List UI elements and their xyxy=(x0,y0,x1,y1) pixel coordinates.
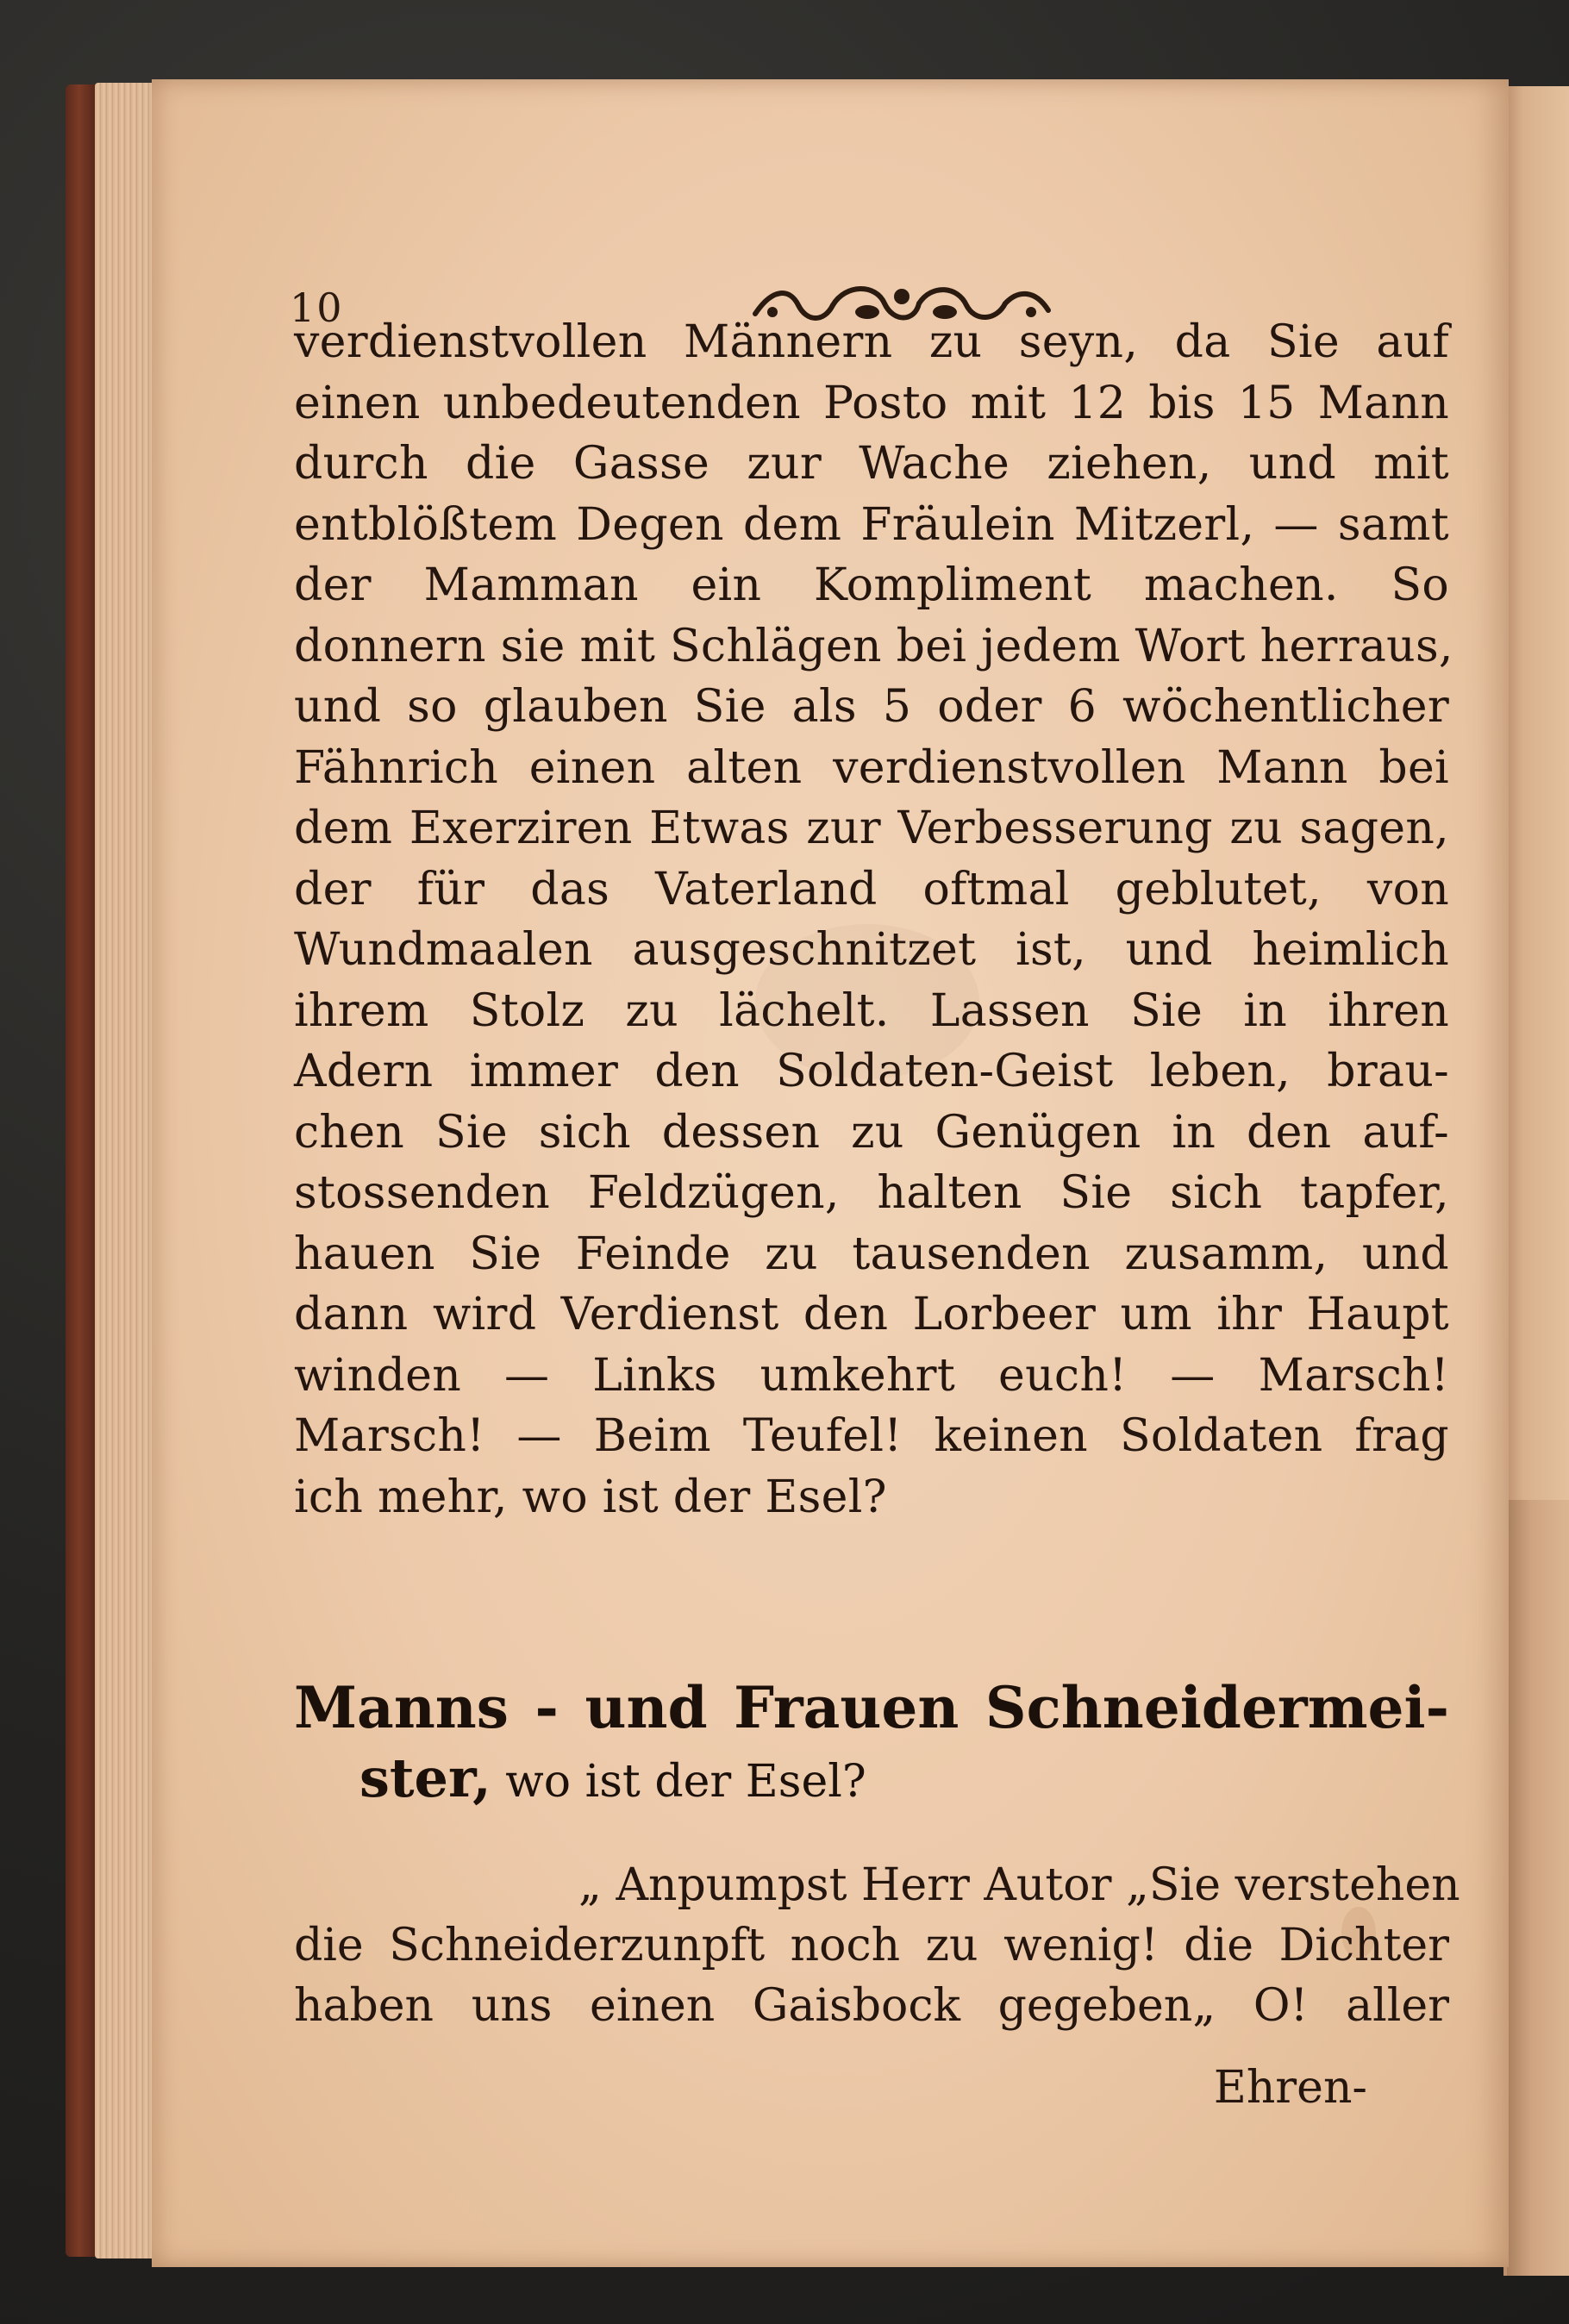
text-line: winden — Links umkehrt euch! — Marsch! xyxy=(294,1349,1449,1402)
text-line: donnern sie mit Schlägen bei jedem Wort herraus, xyxy=(294,620,1453,672)
text-line: stossenden Feldzügen, halten Sie sich tapfer, xyxy=(294,1167,1449,1219)
quote-line: „ Anpumpst Herr Autor „Sie verstehen xyxy=(578,1859,1460,1911)
text-line: entblößtem Degen dem Fräulein Mitzerl, — samt xyxy=(294,498,1449,551)
text-line: Marsch! — Beim Teufel! keinen Soldaten frag xyxy=(294,1410,1449,1462)
section-heading-bold: ster, xyxy=(359,1746,491,1809)
text-line: der Mamman ein Kompliment machen. So xyxy=(294,559,1449,611)
section-heading xyxy=(294,1671,1449,1815)
page-header xyxy=(290,200,1445,331)
body-text xyxy=(294,312,1453,1527)
text-line: einen unbedeutenden Posto mit 12 bis 15 Mann xyxy=(294,377,1449,429)
quote-line: die Schneiderzunpft noch zu wenig! die Dichter xyxy=(294,1920,1449,1971)
text-line: Adern immer den Soldaten-Geist leben, brau- xyxy=(294,1046,1449,1097)
text-line: ihrem Stolz zu lächelt. Lassen Sie in ihren xyxy=(294,984,1449,1037)
section-heading-line-1: Manns - und Frauen Schneidermei- xyxy=(294,1674,1449,1741)
text-line: Fähnrich einen alten verdienstvollen Mann bei xyxy=(294,741,1449,794)
quote-line: haben uns einen Gaisbock gegeben„ O! aller xyxy=(294,1980,1449,2032)
section-heading-line-2 xyxy=(294,1745,1449,1815)
text-line: ich mehr, wo ist der Esel? xyxy=(294,1471,887,1523)
catchword: Ehren- xyxy=(1213,2062,1367,2114)
text-line: Wundmaalen ausgeschnitzet ist, und heimlich xyxy=(294,924,1449,976)
text-line: hauen Sie Feinde zu tausenden zusamm, und xyxy=(294,1228,1449,1280)
text-line: dem Exerziren Etwas zur Verbesserung zu sagen, xyxy=(294,803,1449,854)
book-page xyxy=(152,79,1509,2267)
text-line: dann wird Verdienst den Lorbeer um ihr Haupt xyxy=(294,1289,1449,1340)
quote-paragraph xyxy=(294,1855,1460,2036)
text-line: der für das Vaterland oftmal geblutet, von xyxy=(294,863,1449,915)
text-line: und so glauben Sie als 5 oder 6 wöchentlicher xyxy=(294,681,1449,733)
text-line: chen Sie sich dessen zu Genügen in den auf- xyxy=(294,1106,1449,1159)
section-heading-rest: wo ist der Esel? xyxy=(491,1756,866,1808)
facing-page-edge-lower xyxy=(1507,1500,1569,2276)
page-number: 10 xyxy=(290,284,344,331)
text-line: verdienstvollen Männern zu seyn, da Sie auf xyxy=(294,316,1449,368)
text-line: durch die Gasse zur Wache ziehen, und mit xyxy=(294,438,1449,490)
